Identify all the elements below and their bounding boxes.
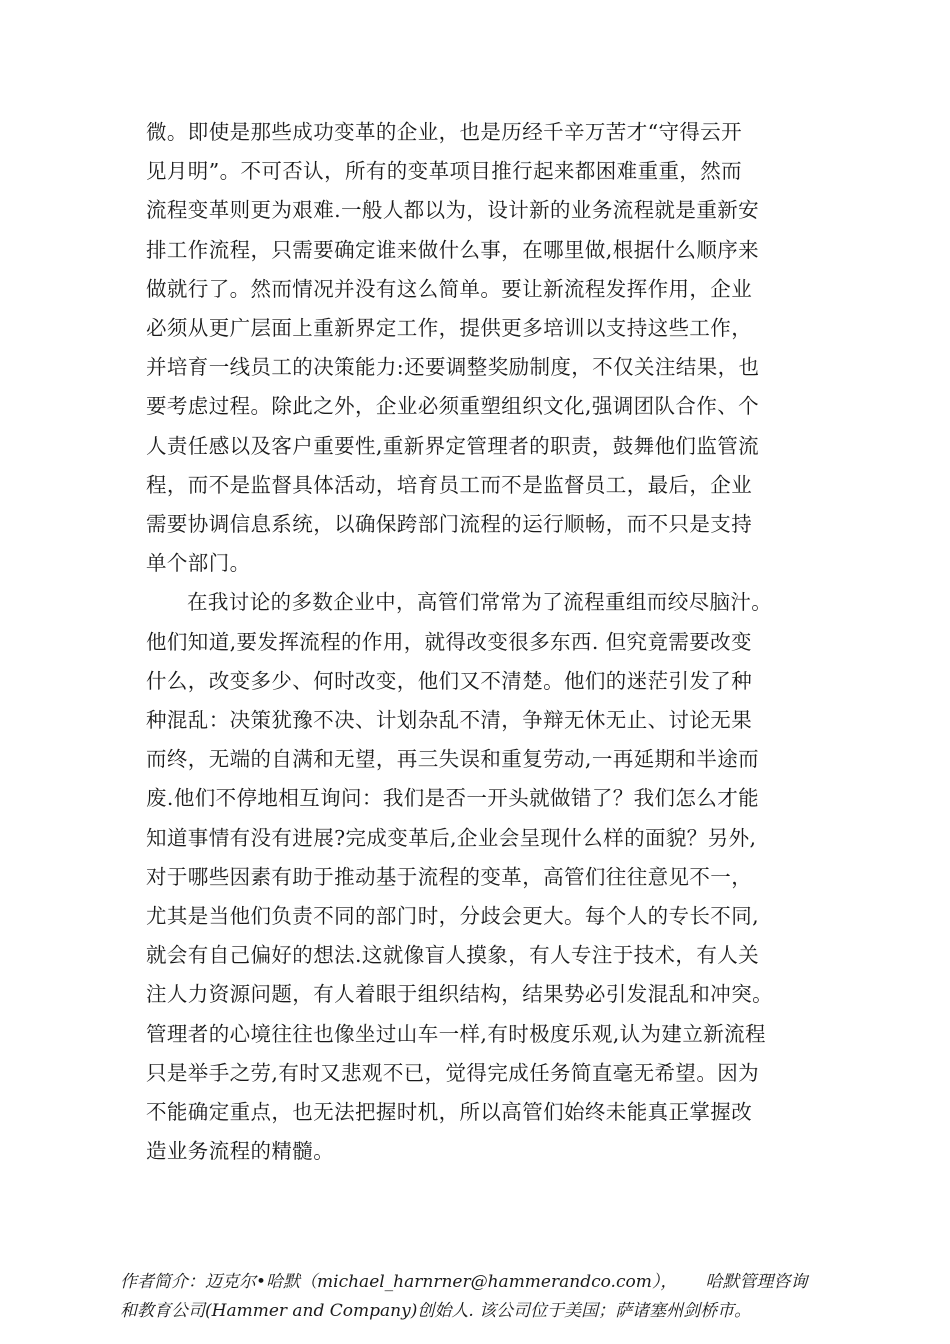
text-line: 注人力资源问题，有人着眼于组织结构，结果势必引发混乱和冲突。 (146, 982, 773, 1007)
text-line: 程，而不是监督具体活动，培育员工而不是监督员工，最后，企业 (146, 472, 753, 497)
text-line: 单个部门。 (146, 551, 251, 576)
text-line: 知道事情有没有进展?完成变革后,企业会呈现什么样的面貌？另外, (146, 825, 757, 850)
text-line: 微。即使是那些成功变革的企业，也是历经千辛万苦才“守得云开 (146, 120, 743, 144)
text-line: 管理者的心境往往也像坐过山车一样,有时极度乐观,认为建立新流程 (146, 1021, 766, 1046)
text-line: 只是举手之劳,有时又悲观不已，觉得完成任务简直毫无希望。因为 (146, 1060, 760, 1085)
text-line: 见月明”。不可否认，所有的变革项目推行起来都困难重重，然而 (146, 159, 743, 184)
text-line: 必须从更广层面上重新界定工作，提供更多培训以支持这些工作， (146, 316, 753, 341)
text-line: 人责任感以及客户重要性,重新界定管理者的职责，鼓舞他们监管流 (146, 433, 760, 458)
author-footnote (120, 1268, 860, 1325)
footnote-line: 和教育公司(Hammer and Company)创始人. 该公司位于美国；萨诸塞州剑桥市。 (120, 1300, 752, 1321)
text-line: 对于哪些因素有助于推动基于流程的变革，高管们往往意见不一， (146, 864, 753, 889)
text-line: 就会有自己偏好的想法.这就像盲人摸象，有人专注于技术，有人关 (146, 943, 760, 968)
text-line: 需要协调信息系统，以确保跨部门流程的运行顺畅，而不只是支持 (146, 512, 753, 537)
footnote-line (120, 1268, 860, 1297)
text-line: 造业务流程的精髓。 (146, 1139, 335, 1164)
paragraph-2 (146, 583, 816, 1171)
text-line: 废.他们不停地相互询问：我们是否一开头就做错了？我们怎么才能 (146, 786, 760, 811)
text-line: 并培育一线员工的决策能力:还要调整奖励制度，不仅关注结果，也 (146, 355, 760, 380)
text-line: 在我讨论的多数企业中，高管们常常为了流程重组而绞尽脑汁。 (187, 590, 773, 615)
text-line: 要考虑过程。除此之外，企业必须重塑组织文化,强调团队合作、个 (146, 394, 760, 419)
text-line: 尤其是当他们负责不同的部门时，分歧会更大。每个人的专长不同, (146, 904, 760, 929)
body-text (146, 113, 816, 1171)
text-line: 种混乱：决策犹豫不决、计划杂乱不清，争辩无休无止、讨论无果 (146, 708, 753, 733)
text-line: 什么，改变多少、何时改变，他们又不清楚。他们的迷茫引发了种 (146, 668, 753, 693)
text-line: 而终，无端的自满和无望，再三失误和重复劳动,一再延期和半途而 (146, 747, 760, 772)
paragraph-1 (146, 113, 816, 583)
footnote-author-text: 作者简介：迈克尔•哈默（michael_harnrner@hammerandco.com）， (120, 1272, 678, 1292)
text-line: 排工作流程，只需要确定谁来做什么事，在哪里做,根据什么顺序来 (146, 237, 760, 262)
text-line: 不能确定重点，也无法把握时机，所以高管们始终未能真正掌握改 (146, 1100, 753, 1125)
text-line: 做就行了。然而情况并没有这么简单。要让新流程发挥作用，企业 (146, 276, 753, 301)
text-line: 流程变革则更为艰难.一般人都以为，设计新的业务流程就是重新安 (146, 198, 760, 223)
text-line: 他们知道,要发挥流程的作用，就得改变很多东西. 但究竟需要改变 (146, 629, 752, 654)
footnote-company-text: 哈默管理咨询 (705, 1272, 808, 1292)
